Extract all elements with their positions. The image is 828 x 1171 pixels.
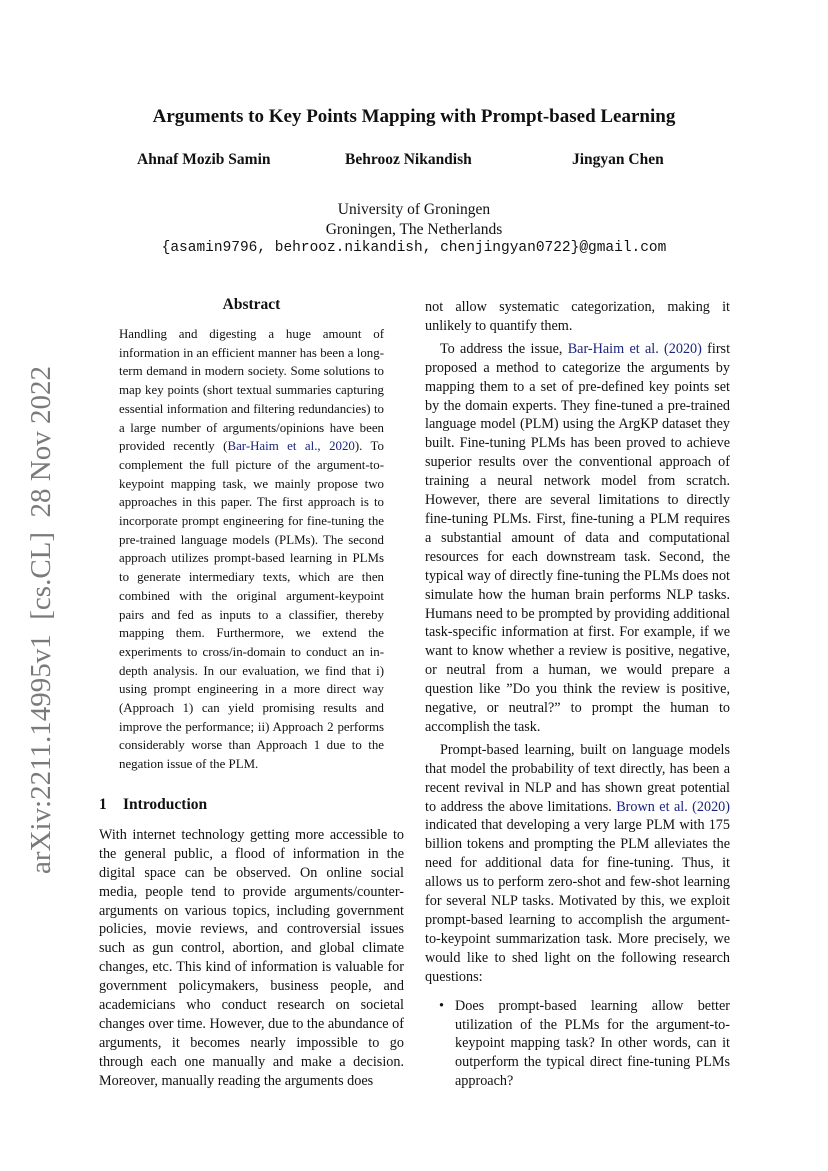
research-question-text: Does prompt-based learning allow better utilization of the PLMs for the argument-to-keypoint mapping task? In other words, can it outperform the typical direct fine-tuning PLMs approach?	[455, 997, 730, 1090]
section-heading-introduction	[99, 796, 404, 814]
author-3: Jingyan Chen	[572, 151, 664, 168]
left-column	[99, 296, 404, 1091]
affiliation-university: University of Groningen	[337, 201, 491, 218]
affiliation-location: Groningen, The Netherlands	[325, 221, 503, 238]
section-title: Introduction	[123, 795, 208, 813]
intro-p2-citation-link[interactable]: Bar-Haim et al. (2020)	[567, 340, 702, 357]
arxiv-stamp-text: arXiv:2211.14995v1 [cs.CL] 28 Nov 2022	[25, 366, 57, 874]
author-1: Ahnaf Mozib Samin	[137, 151, 271, 168]
intro-paragraph-2	[425, 340, 730, 737]
intro-paragraph-1-continued: not allow systematic categorization, making it unlikely to quantify them.	[425, 299, 730, 334]
intro-p2-text-post: first proposed a method to categorize the arguments by mapping them to a set of pre-defined key points set by the domain experts. They fine-tuned a pre-trained language model (PLM) using the ArgKP dataset they built. Fine-tuning PLMs has been proved to achieve superior results over the conventional approach of training a neural network model from scratch. However, there are several limitations to directly fine-tuning PLMs. First, fine-tuning a PLM requires a substantial amount of data and computational resources for each downstream task. Second, the typical way of directly fine-tuning the PLMs does not simulate how the human brain performs NLP tasks. Humans need to be prompted by providing additional task-specific information at first. For example, if we want to know whether a review is positive, negative, or neutral from a human, we would prepare a question like ”Do you think the review is positive, negative, or neutral?” to prompt the human to accomplish the task.	[425, 340, 731, 735]
author-2: Behrooz Nikandish	[345, 151, 472, 168]
abstract-text-part2: ). To complement the full picture of the argument-to-keypoint mapping task, we mainly propose two approaches in this paper. The first approach is to incorporate prompt engineering for fine-tuning the pre-trained language models (PLMs). The second approach utilizes prompt-based learning in PLMs to generate intermediary texts, which are then combined with the original argument-keypoint pairs and fed as inputs to a classifier, thereby mapping them. Furthermore, we extend the experiments to cross/in-domain to conduct an in-depth analysis. In our evaluation, we find that i) using prompt engineering in a more direct way (Approach 1) can yield promising results and improve the performance; ii) Approach 2 performs considerably worse than Approach 1 due to the negation issue of the PLM.	[119, 439, 384, 772]
arxiv-identifier-stamp	[20, 340, 60, 900]
author-emails: {asamin9796, behrooz.nikandish, chenjingyan0722}@gmail.com	[161, 240, 667, 256]
section-number: 1	[99, 795, 107, 813]
intro-paragraph-1: With internet technology getting more accessible to the general public, a flood of information in the digital space can be observed. On online social media, people tend to provide arguments/counter-arguments on various topics, including government policies, movie reviews, and controversial issues such as gun control, abortion, and global climate changes, etc. This kind of information is valuable for government policymakers, business people, and academicians who conduct research on societal changes over time. However, due to the abundance of arguments, it becomes nearly impossible to go through each one manually and make a decision. Moreover, manually reading the arguments does	[99, 826, 404, 1089]
abstract-citation-link[interactable]: Bar-Haim et al., 2020	[227, 439, 355, 454]
intro-p3-text-post: indicated that developing a very large PLM with 175 billion tokens and prompting the PLM alleviates the need for additional data for fine-tuning. Thus, it allows us to perform zero-shot and few-shot learning for several NLP tasks. Motivated by this, we exploit prompt-based learning to accomplish the argument-to-keypoint summarization task. More precisely, we would like to shed light on the following research questions:	[425, 817, 730, 985]
intro-p3-text-pre: Prompt-based learning, built on language models that model the probability of text directly, has been a recent revival in NLP and has shown great potential to address the above limitations.	[425, 741, 730, 815]
abstract-body	[119, 325, 384, 774]
paper-title: Arguments to Key Points Mapping with Prompt-based Learning	[152, 106, 676, 127]
intro-p2-text-pre: To address the issue,	[440, 340, 568, 357]
research-question-item	[439, 997, 730, 1092]
intro-p3-citation-link[interactable]: Brown et al. (2020)	[616, 798, 730, 815]
right-column	[425, 298, 730, 1091]
abstract-text-part1: Handling and digesting a huge amount of information in an efficient manner has been a long-term demand in modern society. Some solutions to map key points (short textual summaries capturing essential information and filtering redundancies) to a large number of arguments/opinions have been provided recently (	[119, 327, 384, 454]
intro-paragraph-3	[425, 741, 730, 987]
research-questions-list	[425, 997, 730, 1092]
abstract-heading: Abstract	[222, 296, 281, 313]
bullet-glyph: •	[439, 997, 444, 1014]
